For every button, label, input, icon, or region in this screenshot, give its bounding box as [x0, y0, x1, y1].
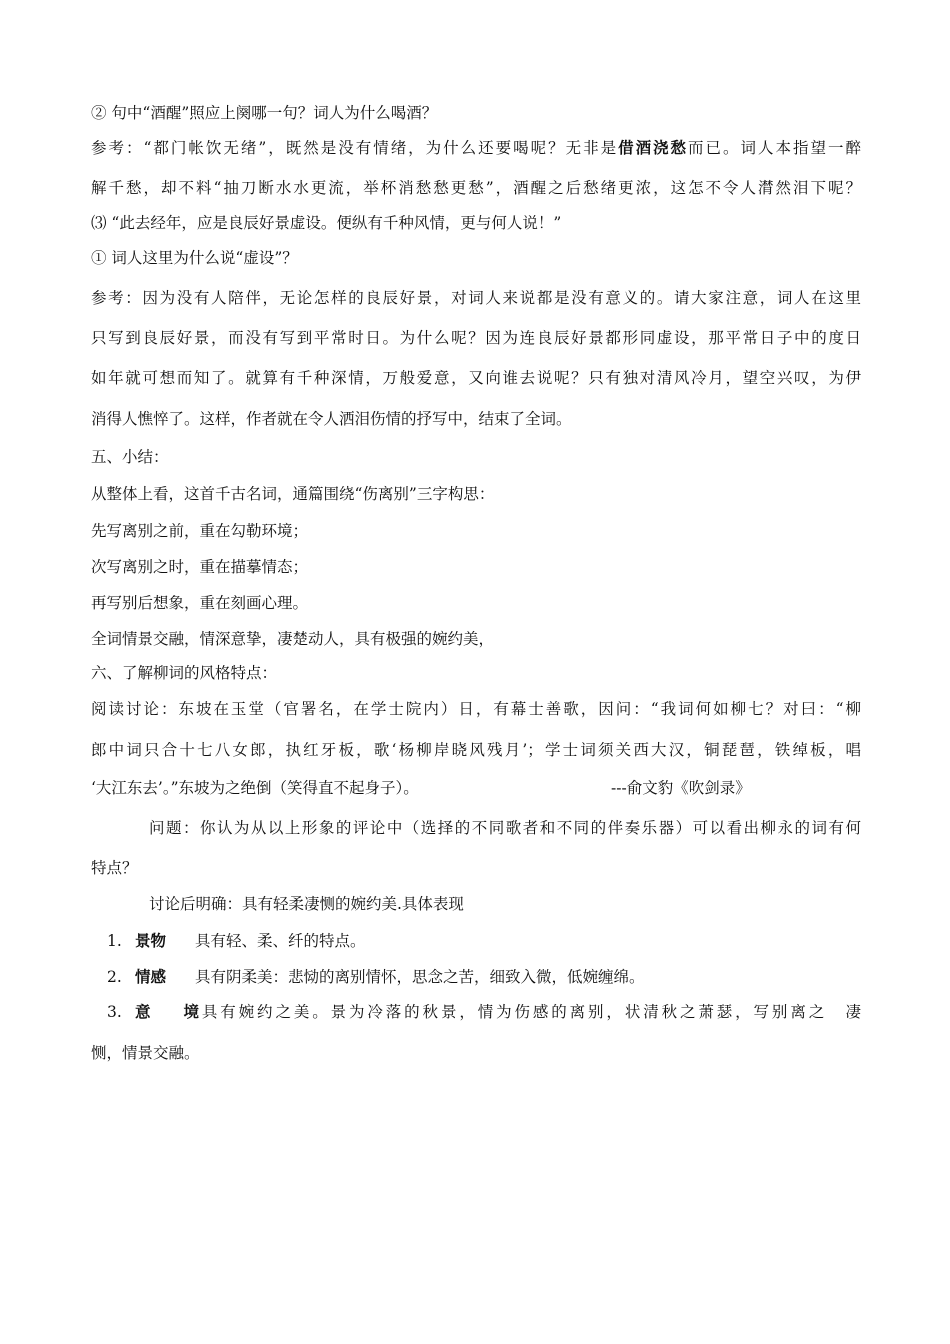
- item-text: 具有阴柔美：悲恸的离别情怀，思念之苦，细致入微，低婉缠绵。: [195, 968, 645, 986]
- answer-3-1-line-2: 只写到良辰好景，而没有写到平常时日。为什么呢？因为连良辰好景都形同虚设，那平常日子中的度日: [91, 329, 861, 347]
- quote-end: ‘大江东去’。”东坡为之绝倒（笑得直不起身子）。: [91, 779, 419, 797]
- feature-item-2: [107, 967, 861, 987]
- summary-point-2: 次写离别之时，重在描摹情态；: [91, 558, 309, 576]
- answer-3-1-line-1: 参考：因为没有人陪伴，无论怎样的良辰好景，对词人来说都是没有意义的。请大家注意，词人在这里: [91, 289, 861, 307]
- item-number: 1.: [107, 932, 122, 950]
- summary-conclusion: 全词情景交融，情深意挚，凄楚动人，具有极强的婉约美，: [91, 630, 495, 648]
- question-3-1: ① 词人这里为什么说“虚设”？: [91, 249, 298, 267]
- discussion-conclusion: 讨论后明确：具有轻柔凄恻的婉约美.具体表现: [149, 895, 464, 913]
- feature-item-3: [107, 1002, 861, 1022]
- emphasis-jie-jiu-jiao-chou: 借酒浇愁: [618, 138, 689, 157]
- question-style-line-2: 特点？: [91, 859, 138, 877]
- item-term: 情感: [135, 967, 167, 986]
- item-number: 2.: [107, 968, 122, 986]
- answer-3-1-line-3: 如年就可想而知了。就算有千种深情，万般爱意，又向谁去说呢？只有独对清风冷月，望空兴叹，为伊: [91, 369, 861, 387]
- reading-discussion-line-3: [91, 778, 861, 798]
- reading-discussion-line-1: 阅读讨论：东坡在玉堂（官署名，在学士院内）日，有幕士善歌，因问：“我词何如柳七？对曰：“柳: [91, 700, 861, 718]
- item-text: 具有婉约之美。景为冷落的秋景，情为伤感的离别，状清秋之萧瑟，写别离之 凄: [199, 1003, 861, 1021]
- item-term: 景物: [135, 931, 167, 950]
- feature-item-3-cont: 恻，情景交融。: [91, 1044, 200, 1062]
- answer-2-1-line-1: [91, 138, 861, 158]
- heading-summary: 五、小结：: [91, 448, 169, 466]
- item-text: 具有轻、柔、纤的特点。: [195, 932, 366, 950]
- answer-3-1-line-4: 消得人憔悴了。这样，作者就在令人洒泪伤情的抒写中，结束了全词。: [91, 410, 572, 428]
- answer-text-cont: 而已。词人本指望一醉: [688, 139, 861, 157]
- answer-text: 参考：“都门帐饮无绪”，既然是没有情绪，为什么还要喝呢？无非是: [91, 139, 619, 157]
- question-2-1: ② 句中“酒醒”照应上阕哪一句？词人为什么喝酒？: [91, 104, 438, 122]
- summary-point-1: 先写离别之前，重在勾勒环境；: [91, 522, 309, 540]
- answer-2-1-line-2: 解千愁，却不料“抽刀断水水更流，举杯消愁愁更愁”，酒醒之后愁绪更浓，这怎不令人潸然泪下呢？: [91, 179, 861, 197]
- feature-item-1: [107, 931, 861, 951]
- source-citation: ---俞文豹《吹剑录》: [611, 779, 751, 797]
- reading-discussion-line-2: 郎中词只合十七八女郎，执红牙板，歌‘杨柳岸晓风残月’；学士词须关西大汉，铜琵琶，铁绰板，唱: [91, 741, 861, 759]
- summary-point-3: 再写别后想象，重在刻画心理。: [91, 594, 309, 612]
- heading-style: 六、了解柳词的风格特点：: [91, 664, 278, 682]
- summary-intro: 从整体上看，这首千古名词，通篇围绕“伤离别”三字构思：: [91, 485, 495, 503]
- item-term: 意境: [135, 1002, 199, 1021]
- question-style-line-1: 问题：你认为从以上形象的评论中（选择的不同歌者和不同的伴奏乐器）可以看出柳永的词有何: [149, 819, 861, 837]
- section-3-quote: ⑶ “此去经年，应是良辰好景虚设。便纵有千种风情，更与何人说！”: [91, 214, 562, 232]
- item-number: 3.: [107, 1003, 122, 1021]
